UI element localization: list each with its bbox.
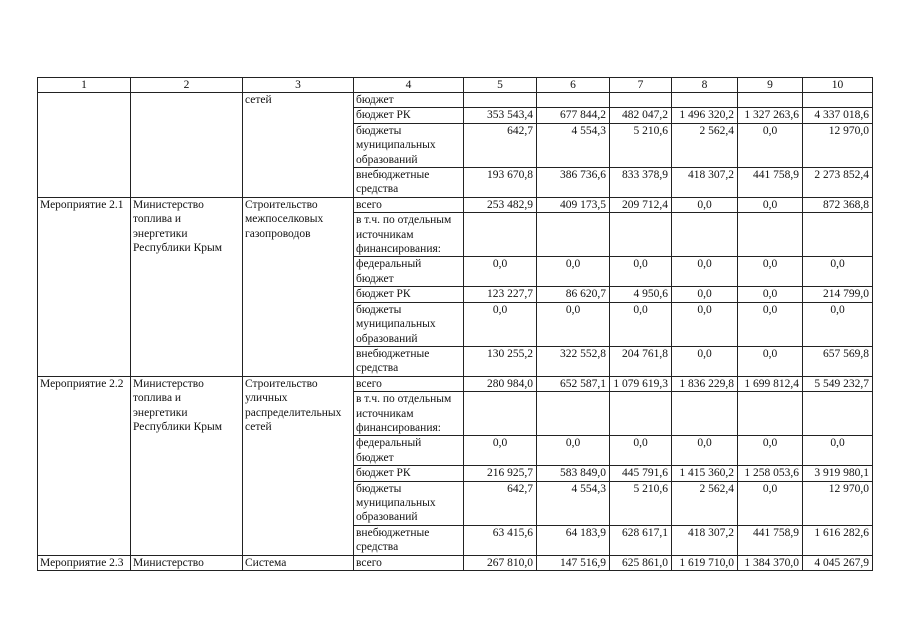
executor-cell: Министерство топлива и энергетики Республики Крым	[131, 376, 243, 555]
header-row	[38, 78, 873, 93]
funding-source-cell: бюджеты муниципальных образований	[354, 123, 464, 167]
value-cell-col-8: 0,0	[672, 302, 738, 346]
value-cell-col-5: 193 670,8	[464, 168, 537, 198]
value-cell-col-5: 123 227,7	[464, 287, 537, 302]
value-cell-col-7: 5 210,6	[610, 123, 672, 167]
column-header-4: 4	[354, 78, 464, 93]
value-cell-col-8: 0,0	[672, 436, 738, 466]
value-cell-col-5	[464, 213, 537, 257]
value-cell-col-8: 0,0	[672, 346, 738, 376]
value-cell-col-6: 0,0	[537, 257, 610, 287]
value-cell-col-5: 353 543,4	[464, 108, 537, 123]
value-cell-col-6: 409 173,5	[537, 197, 610, 212]
value-cell-col-5: 0,0	[464, 302, 537, 346]
value-cell-col-6: 4 554,3	[537, 123, 610, 167]
funding-source-cell: всего	[354, 555, 464, 570]
funding-source-cell: всего	[354, 376, 464, 391]
table-row	[38, 376, 873, 391]
value-cell-col-7: 833 378,9	[610, 168, 672, 198]
value-cell-col-9: 0,0	[738, 123, 803, 167]
funding-source-cell: бюджет РК	[354, 108, 464, 123]
value-cell-col-10: 4 045 267,9	[803, 555, 873, 570]
column-header-8: 8	[672, 78, 738, 93]
value-cell-col-6: 0,0	[537, 436, 610, 466]
value-cell-col-8: 418 307,2	[672, 168, 738, 198]
funding-source-cell: бюджет РК	[354, 466, 464, 481]
funding-source-cell: в т.ч. по отдельным источникам финансирования:	[354, 213, 464, 257]
column-header-2: 2	[131, 78, 243, 93]
value-cell-col-6	[537, 392, 610, 436]
value-cell-col-8: 1 496 320,2	[672, 108, 738, 123]
value-cell-col-7: 482 047,2	[610, 108, 672, 123]
value-cell-col-5: 642,7	[464, 481, 537, 525]
value-cell-col-6	[537, 93, 610, 108]
value-cell-col-8: 2 562,4	[672, 481, 738, 525]
column-header-5: 5	[464, 78, 537, 93]
value-cell-col-6	[537, 213, 610, 257]
value-cell-col-7: 628 617,1	[610, 525, 672, 555]
value-cell-col-6: 86 620,7	[537, 287, 610, 302]
value-cell-col-10: 657 569,8	[803, 346, 873, 376]
value-cell-col-7: 4 950,6	[610, 287, 672, 302]
value-cell-col-8: 0,0	[672, 197, 738, 212]
value-cell-col-8: 1 836 229,8	[672, 376, 738, 391]
value-cell-col-10: 872 368,8	[803, 197, 873, 212]
value-cell-col-6: 4 554,3	[537, 481, 610, 525]
value-cell-col-10: 3 919 980,1	[803, 466, 873, 481]
table-row	[38, 555, 873, 570]
value-cell-col-7: 0,0	[610, 257, 672, 287]
value-cell-col-10: 2 273 852,4	[803, 168, 873, 198]
funding-source-cell: всего	[354, 197, 464, 212]
value-cell-col-9: 0,0	[738, 197, 803, 212]
value-cell-col-10: 12 970,0	[803, 481, 873, 525]
funding-source-cell: бюджеты муниципальных образований	[354, 302, 464, 346]
value-cell-col-10	[803, 213, 873, 257]
value-cell-col-5: 280 984,0	[464, 376, 537, 391]
executor-cell: Министерство	[131, 555, 243, 570]
funding-source-cell: внебюджетные средства	[354, 525, 464, 555]
funding-source-cell: внебюджетные средства	[354, 168, 464, 198]
value-cell-col-8: 418 307,2	[672, 525, 738, 555]
value-cell-col-5: 0,0	[464, 257, 537, 287]
value-cell-col-6: 652 587,1	[537, 376, 610, 391]
value-cell-col-6: 583 849,0	[537, 466, 610, 481]
value-cell-col-7: 625 861,0	[610, 555, 672, 570]
value-cell-col-8: 0,0	[672, 257, 738, 287]
budget-table	[37, 77, 873, 571]
table-row	[38, 93, 873, 108]
value-cell-col-7: 204 761,8	[610, 346, 672, 376]
object-cell: Система	[243, 555, 354, 570]
value-cell-col-10	[803, 392, 873, 436]
measure-cell: Мероприятие 2.1	[38, 197, 131, 376]
value-cell-col-5: 130 255,2	[464, 346, 537, 376]
column-header-1: 1	[38, 78, 131, 93]
funding-source-cell: бюджет РК	[354, 287, 464, 302]
value-cell-col-8	[672, 213, 738, 257]
object-cell: Строительство межпоселковых газопроводов	[243, 197, 354, 376]
value-cell-col-10: 0,0	[803, 257, 873, 287]
value-cell-col-9: 0,0	[738, 346, 803, 376]
value-cell-col-7: 1 079 619,3	[610, 376, 672, 391]
value-cell-col-9: 1 699 812,4	[738, 376, 803, 391]
column-header-10: 10	[803, 78, 873, 93]
measure-cell: Мероприятие 2.2	[38, 376, 131, 555]
value-cell-col-9: 1 258 053,6	[738, 466, 803, 481]
object-cell: Строительство уличных распределительных сетей	[243, 376, 354, 555]
executor-cell	[131, 93, 243, 198]
value-cell-col-7	[610, 93, 672, 108]
value-cell-col-9: 0,0	[738, 481, 803, 525]
value-cell-col-10: 0,0	[803, 302, 873, 346]
value-cell-col-5: 642,7	[464, 123, 537, 167]
value-cell-col-6: 147 516,9	[537, 555, 610, 570]
value-cell-col-9	[738, 392, 803, 436]
value-cell-col-6: 677 844,2	[537, 108, 610, 123]
value-cell-col-10: 1 616 282,6	[803, 525, 873, 555]
measure-cell	[38, 93, 131, 198]
value-cell-col-9: 441 758,9	[738, 525, 803, 555]
value-cell-col-5: 63 415,6	[464, 525, 537, 555]
value-cell-col-6: 64 183,9	[537, 525, 610, 555]
value-cell-col-9: 441 758,9	[738, 168, 803, 198]
executor-cell: Министерство топлива и энергетики Республики Крым	[131, 197, 243, 376]
value-cell-col-7: 209 712,4	[610, 197, 672, 212]
column-header-3: 3	[243, 78, 354, 93]
value-cell-col-9: 0,0	[738, 257, 803, 287]
value-cell-col-10	[803, 93, 873, 108]
value-cell-col-6: 386 736,6	[537, 168, 610, 198]
value-cell-col-7: 0,0	[610, 436, 672, 466]
value-cell-col-8	[672, 93, 738, 108]
value-cell-col-9: 1 327 263,6	[738, 108, 803, 123]
value-cell-col-9: 0,0	[738, 302, 803, 346]
funding-source-cell: федеральный бюджет	[354, 436, 464, 466]
value-cell-col-8: 1 619 710,0	[672, 555, 738, 570]
funding-source-cell: бюджет	[354, 93, 464, 108]
measure-cell: Мероприятие 2.3	[38, 555, 131, 570]
funding-source-cell: бюджеты муниципальных образований	[354, 481, 464, 525]
value-cell-col-10: 0,0	[803, 436, 873, 466]
column-header-7: 7	[610, 78, 672, 93]
value-cell-col-10: 214 799,0	[803, 287, 873, 302]
value-cell-col-9: 1 384 370,0	[738, 555, 803, 570]
value-cell-col-7: 445 791,6	[610, 466, 672, 481]
value-cell-col-9: 0,0	[738, 287, 803, 302]
value-cell-col-5	[464, 93, 537, 108]
value-cell-col-9: 0,0	[738, 436, 803, 466]
value-cell-col-7: 5 210,6	[610, 481, 672, 525]
value-cell-col-5: 267 810,0	[464, 555, 537, 570]
column-header-6: 6	[537, 78, 610, 93]
value-cell-col-6: 322 552,8	[537, 346, 610, 376]
value-cell-col-8	[672, 392, 738, 436]
value-cell-col-6: 0,0	[537, 302, 610, 346]
table-body	[38, 93, 873, 571]
value-cell-col-10: 12 970,0	[803, 123, 873, 167]
value-cell-col-10: 5 549 232,7	[803, 376, 873, 391]
value-cell-col-8: 1 415 360,2	[672, 466, 738, 481]
funding-source-cell: внебюджетные средства	[354, 346, 464, 376]
value-cell-col-5: 0,0	[464, 436, 537, 466]
funding-source-cell: федеральный бюджет	[354, 257, 464, 287]
value-cell-col-7: 0,0	[610, 302, 672, 346]
value-cell-col-8: 2 562,4	[672, 123, 738, 167]
value-cell-col-7	[610, 213, 672, 257]
value-cell-col-8: 0,0	[672, 287, 738, 302]
object-cell: сетей	[243, 93, 354, 198]
value-cell-col-5: 253 482,9	[464, 197, 537, 212]
column-header-9: 9	[738, 78, 803, 93]
value-cell-col-9	[738, 93, 803, 108]
value-cell-col-7	[610, 392, 672, 436]
funding-source-cell: в т.ч. по отдельным источникам финансирования:	[354, 392, 464, 436]
value-cell-col-5	[464, 392, 537, 436]
value-cell-col-5: 216 925,7	[464, 466, 537, 481]
value-cell-col-9	[738, 213, 803, 257]
table-row	[38, 197, 873, 212]
value-cell-col-10: 4 337 018,6	[803, 108, 873, 123]
